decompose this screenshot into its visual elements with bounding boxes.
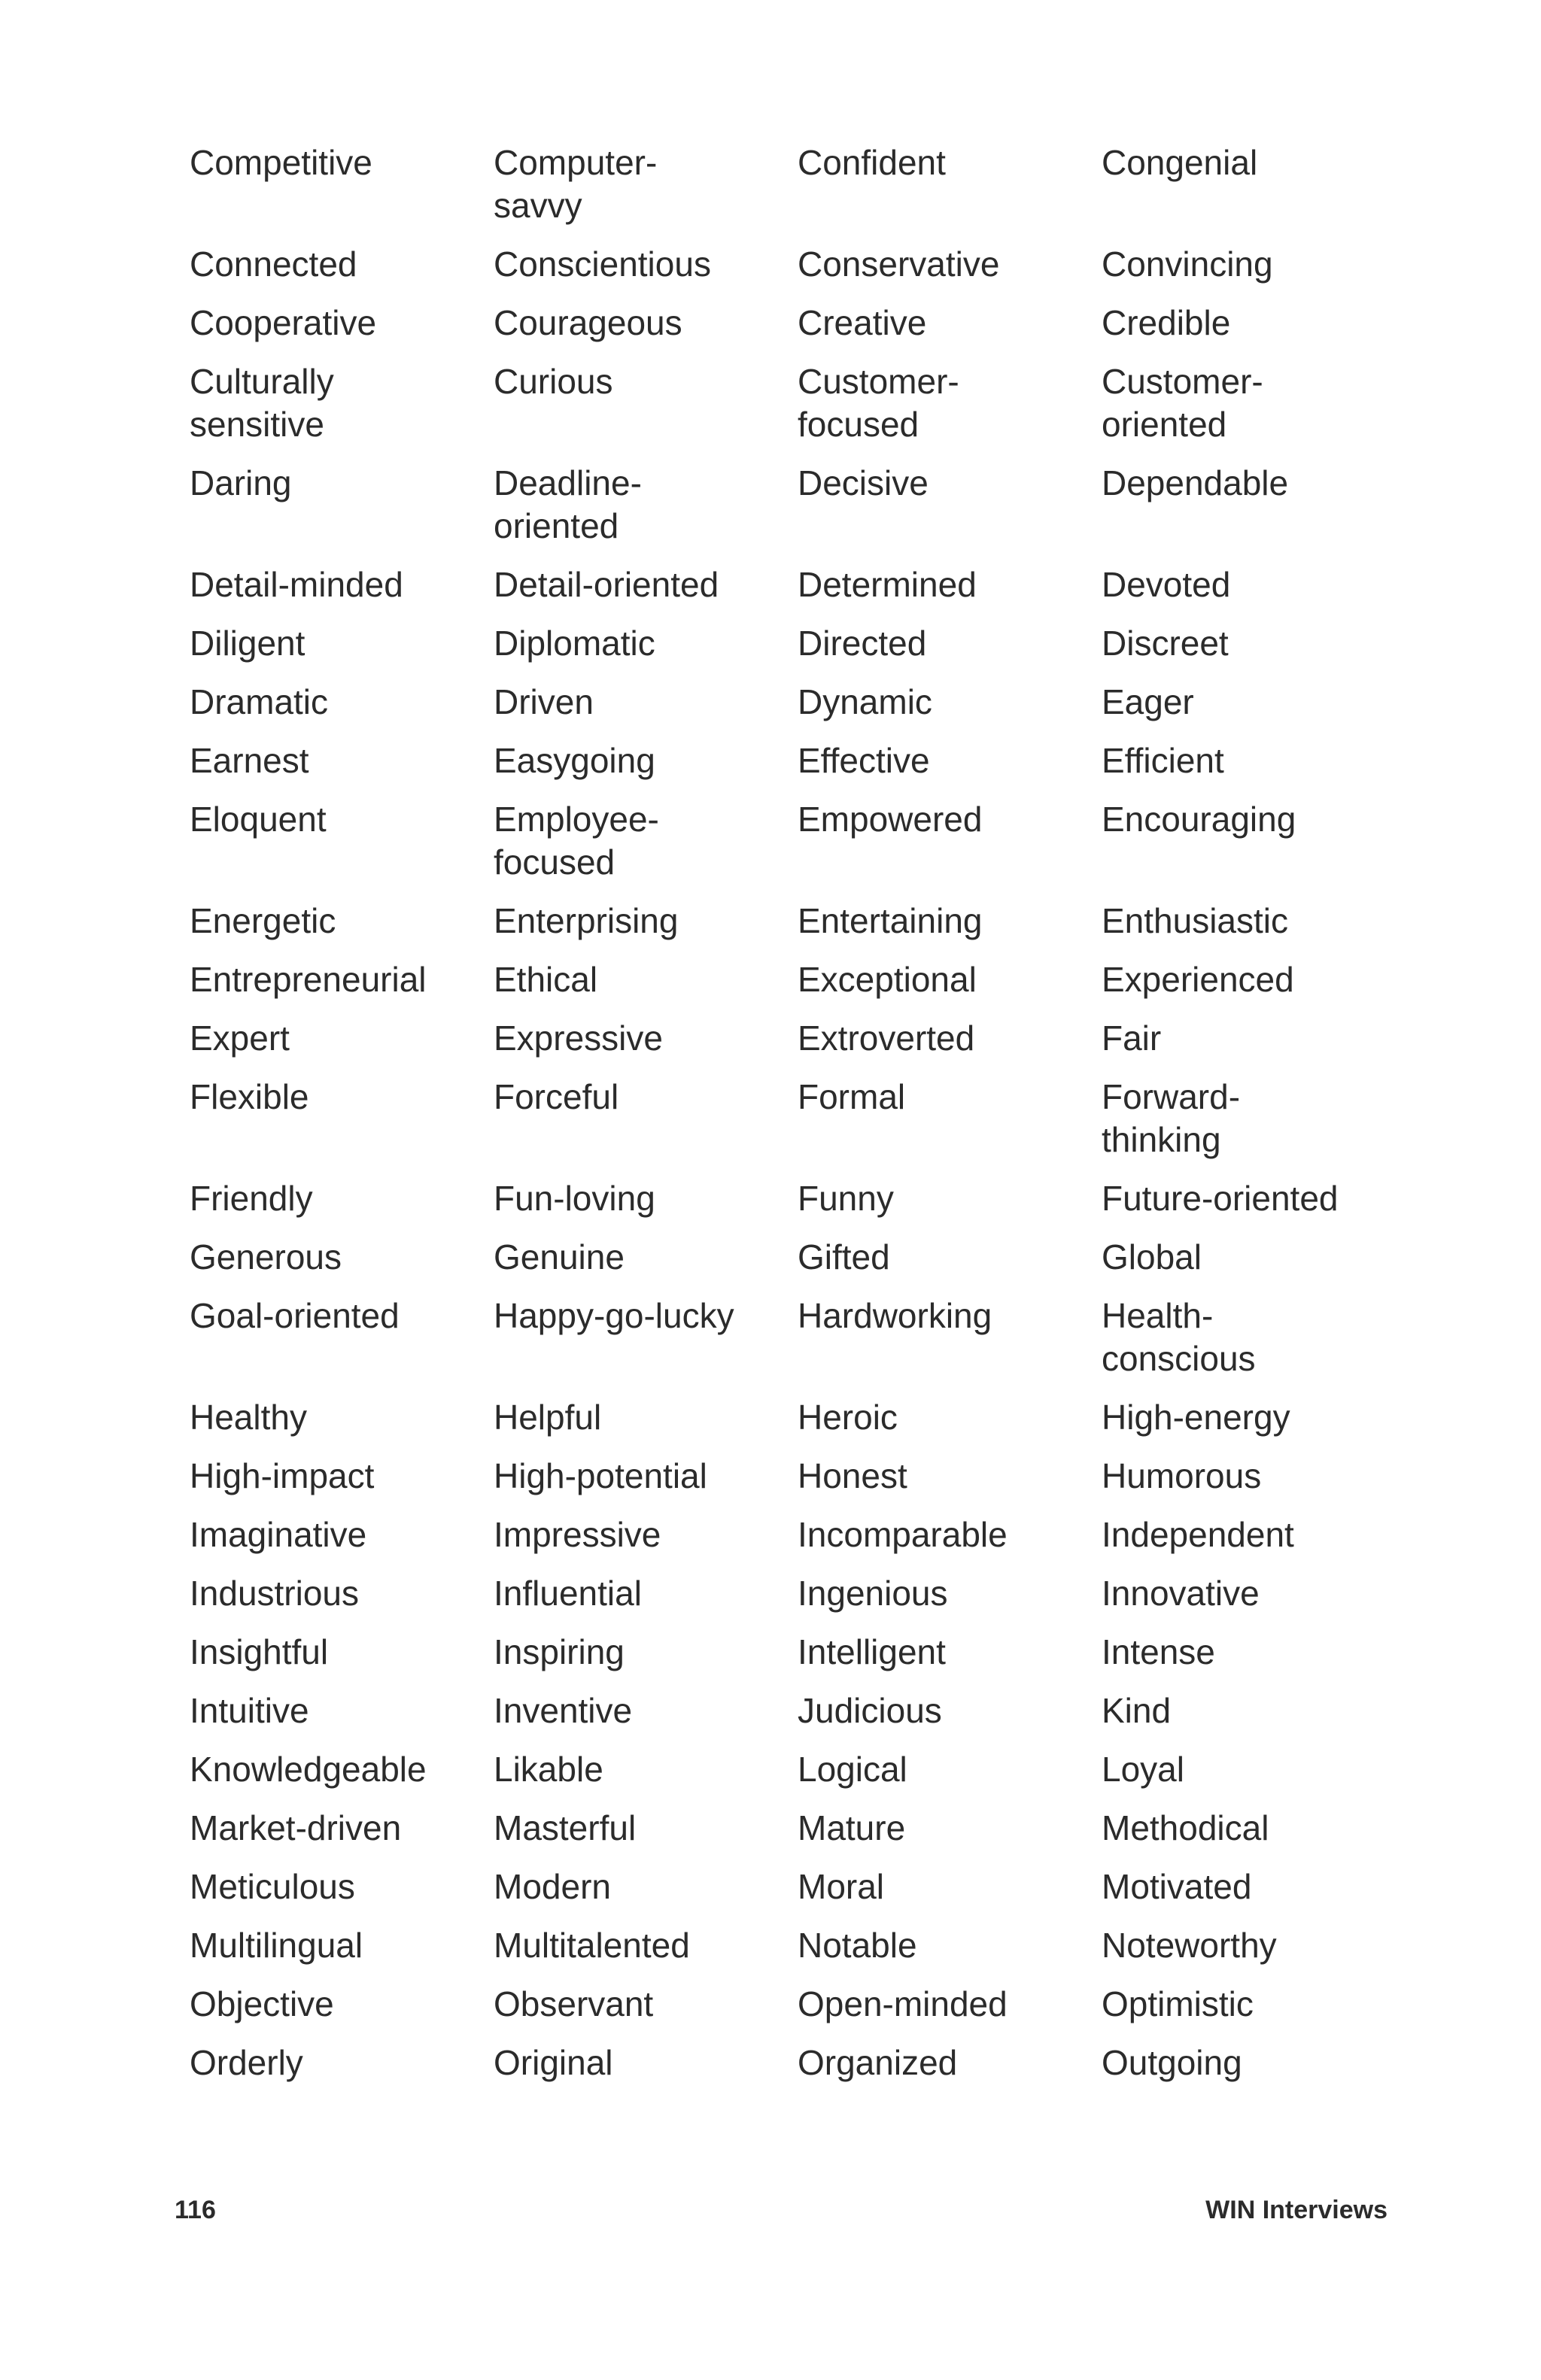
word-cell: Conservative [798,244,1000,284]
word-cell: Earnest [190,741,309,780]
word-cell: Experienced [1102,960,1294,999]
word-cell: Healthy [190,1398,307,1437]
word-cell: Noteworthy [1102,1926,1277,1965]
book-title: WIN Interviews [1205,2196,1388,2224]
word-cell: Masterful [494,1808,637,1847]
word-cell: Competitive [190,143,372,182]
word-cell: Influential [494,1574,642,1613]
word-cell: Culturally sensitive [190,362,334,444]
word-cell: Organized [798,2043,958,2082]
word-cell: Exceptional [798,960,977,999]
word-cell: Eloquent [190,800,327,839]
word-cell: Intelligent [798,1632,946,1671]
word-cell: Ethical [494,960,598,999]
word-cell: Directed [798,624,927,663]
word-cell: Easygoing [494,741,655,780]
word-table [190,141,1401,2100]
word-cell: Courageous [494,303,682,342]
word-cell: High-impact [190,1456,375,1495]
word-cell: Genuine [494,1237,625,1277]
word-cell: Detail-minded [190,565,403,604]
word-cell: Connected [190,244,357,284]
word-cell: Gifted [798,1237,890,1277]
word-cell: Humorous [1102,1456,1262,1495]
word-cell: Forward- thinking [1102,1077,1241,1159]
word-cell: Customer- oriented [1102,362,1263,444]
word-cell: Future-oriented [1102,1179,1339,1218]
word-cell: Objective [190,1984,334,2023]
word-cell: Inspiring [494,1632,625,1671]
word-cell: Intense [1102,1632,1215,1671]
word-cell: Confident [798,143,946,182]
word-cell: Dependable [1102,463,1289,502]
word-cell: Incomparable [798,1515,1008,1554]
word-cell: Empowered [798,800,983,839]
word-cell: Creative [798,303,927,342]
word-cell: Ingenious [798,1574,948,1613]
word-cell: Efficient [1102,741,1224,780]
word-cell: Judicious [798,1691,942,1730]
word-cell: Insightful [190,1632,329,1671]
word-cell: Curious [494,362,613,401]
page-number: 116 [175,2196,216,2224]
word-cell: Optimistic [1102,1984,1254,2023]
word-cell: Fair [1102,1018,1162,1058]
word-cell: Convincing [1102,244,1273,284]
word-cell: Friendly [190,1179,313,1218]
word-cell: Heroic [798,1398,898,1437]
word-cell: Enterprising [494,901,679,940]
word-cell: Diplomatic [494,624,655,663]
word-cell: Customer- focused [798,362,959,444]
word-cell: Multilingual [190,1926,363,1965]
word-cell: Imaginative [190,1515,367,1554]
word-cell: Modern [494,1867,611,1906]
word-cell: Dynamic [798,682,932,721]
word-cell: Driven [494,682,594,721]
word-cell: Formal [798,1077,906,1116]
word-cell: Health- conscious [1102,1296,1256,1378]
word-cell: Open-minded [798,1984,1008,2023]
word-cell: Meticulous [190,1867,355,1906]
word-cell: Intuitive [190,1691,309,1730]
word-cell: Determined [798,565,977,604]
word-cell: Congenial [1102,143,1258,182]
word-cell: Methodical [1102,1808,1269,1847]
word-cell: Industrious [190,1574,360,1613]
word-cell: Decisive [798,463,929,502]
word-cell: Hardworking [798,1296,992,1335]
word-cell: Expert [190,1018,290,1058]
word-cell: Independent [1102,1515,1294,1554]
word-cell: Diligent [190,624,305,663]
word-cell: Employee- focused [494,800,659,882]
word-cell: High-energy [1102,1398,1290,1437]
word-cell: Eager [1102,682,1194,721]
word-cell: Devoted [1102,565,1231,604]
word-cell: Mature [798,1808,906,1847]
word-cell: Knowledgeable [190,1750,427,1789]
word-cell: High-potential [494,1456,707,1495]
word-cell: Generous [190,1237,342,1277]
word-cell: Daring [190,463,292,502]
word-cell: Cooperative [190,303,377,342]
word-cell: Encouraging [1102,800,1296,839]
word-cell: Fun-loving [494,1179,655,1218]
word-cell: Extroverted [798,1018,975,1058]
word-cell: Deadline- oriented [494,463,642,545]
word-cell: Entrepreneurial [190,960,427,999]
word-cell: Inventive [494,1691,633,1730]
word-cell: Helpful [494,1398,602,1437]
word-cell: Logical [798,1750,907,1789]
word-cell: Detail-oriented [494,565,719,604]
word-cell: Innovative [1102,1574,1260,1613]
word-cell: Observant [494,1984,654,2023]
word-cell: Notable [798,1926,917,1965]
word-cell: Motivated [1102,1867,1252,1906]
word-cell: Honest [798,1456,907,1495]
word-cell: Likable [494,1750,603,1789]
word-cell: Entertaining [798,901,983,940]
word-cell: Kind [1102,1691,1172,1730]
word-cell: Original [494,2043,613,2082]
word-cell: Expressive [494,1018,663,1058]
word-cell: Funny [798,1179,894,1218]
word-cell: Dramatic [190,682,329,721]
word-cell: Orderly [190,2043,303,2082]
word-cell: Outgoing [1102,2043,1242,2082]
word-cell: Effective [798,741,930,780]
word-cell: Market-driven [190,1808,402,1847]
word-cell: Global [1102,1237,1202,1277]
word-cell: Computer- savvy [494,143,658,225]
word-cell: Forceful [494,1077,619,1116]
word-cell: Discreet [1102,624,1229,663]
word-cell: Conscientious [494,244,711,284]
word-cell: Multitalented [494,1926,690,1965]
word-cell: Flexible [190,1077,309,1116]
word-cell: Loyal [1102,1750,1184,1789]
word-cell: Goal-oriented [190,1296,400,1335]
word-cell: Moral [798,1867,885,1906]
word-cell: Happy-go-lucky [494,1296,734,1335]
word-cell: Enthusiastic [1102,901,1289,940]
word-cell: Impressive [494,1515,661,1554]
word-cell: Energetic [190,901,336,940]
word-cell: Credible [1102,303,1231,342]
